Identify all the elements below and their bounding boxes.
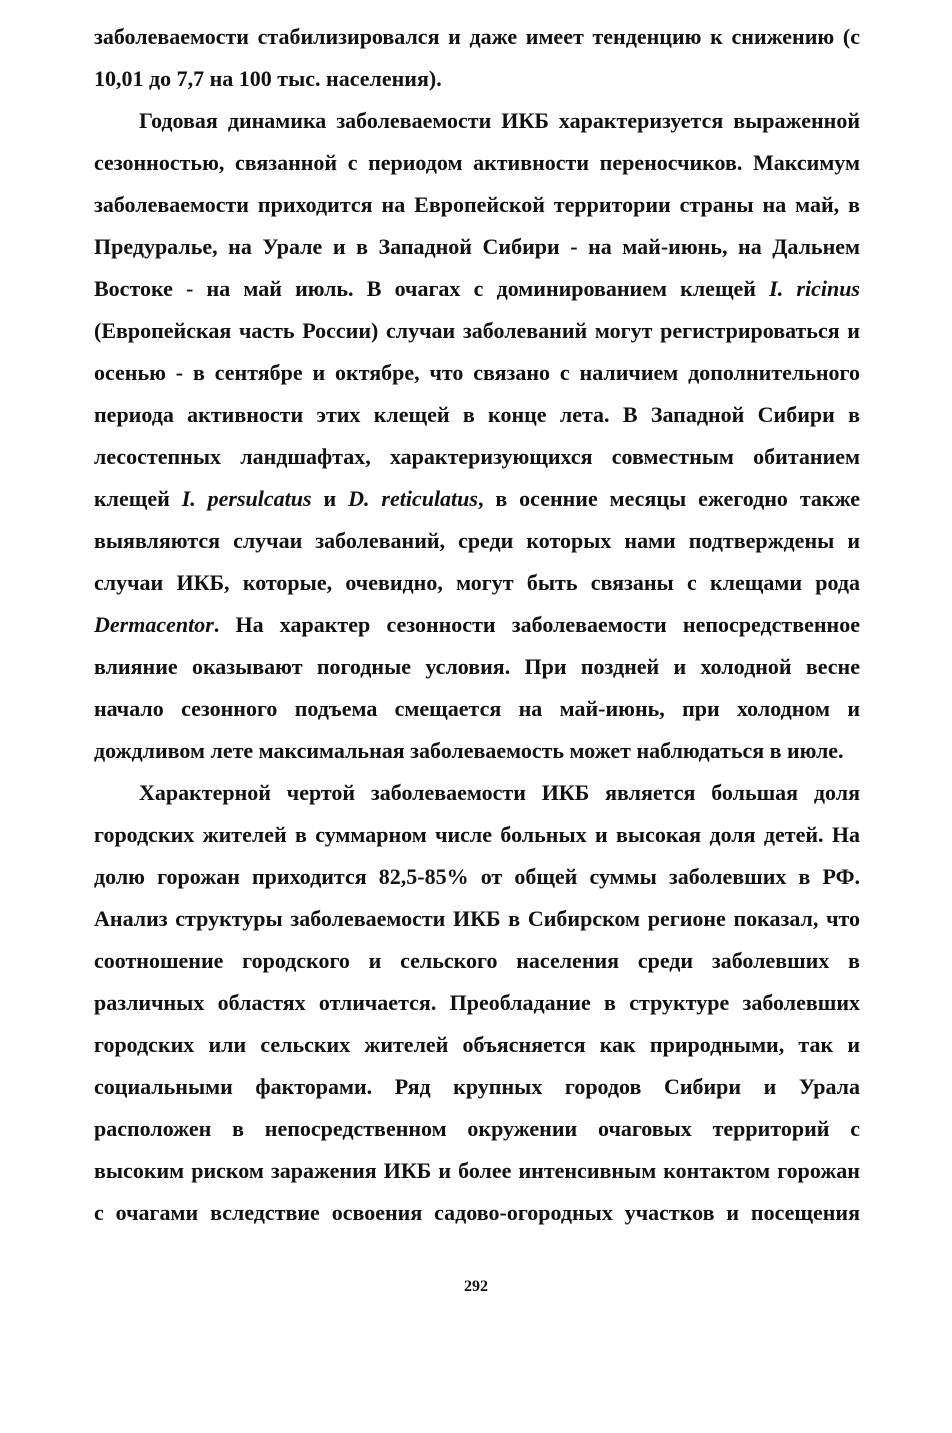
text-line: городских или сельских жителей объясняется как природными, так и xyxy=(94,1032,860,1057)
text-line: Востоке - на май июль. В очагах с доминированием клещей I. ricinus xyxy=(94,276,860,301)
text-line: Dermacentor. На характер сезонности заболеваемости непосредственное xyxy=(94,612,860,637)
text-line: периода активности этих клещей в конце лета. В Западной Сибири в xyxy=(94,402,860,427)
latin-species-name: Dermacentor xyxy=(94,612,214,637)
text-line: социальными факторами. Ряд крупных городов Сибири и Урала xyxy=(94,1074,860,1099)
text-line: с очагами вследствие освоения садово-огородных участков и посещения xyxy=(94,1200,860,1225)
text-line: заболеваемости приходится на Европейской территории страны на май, в xyxy=(94,192,860,217)
latin-species-name: D. reticulatus xyxy=(348,486,478,511)
text-line: Анализ структуры заболеваемости ИКБ в Сибирском регионе показал, что xyxy=(94,906,860,931)
latin-species-name: I. ricinus xyxy=(769,276,860,301)
paragraph-first-line: Характерной чертой заболеваемости ИКБ является большая доля xyxy=(139,780,860,805)
paragraph-first-line: Годовая динамика заболеваемости ИКБ характеризуется выраженной xyxy=(139,108,860,133)
text-line: влияние оказывают погодные условия. При поздней и холодной весне xyxy=(94,654,860,679)
latin-species-name: I. persulcatus xyxy=(181,486,312,511)
page-number: 292 xyxy=(464,1278,488,1295)
text-line: дождливом лете максимальная заболеваемость может наблюдаться в июле. xyxy=(94,738,844,763)
text-line: расположен в непосредственном окружении очаговых территорий с xyxy=(94,1116,860,1141)
text-line: начало сезонного подъема смещается на май-июнь, при холодном и xyxy=(94,696,860,721)
text-line: соотношение городского и сельского населения среди заболевших в xyxy=(94,948,860,973)
text-line: выявляются случаи заболеваний, среди которых нами подтверждены и xyxy=(94,528,860,553)
text-line: долю горожан приходится 82,5-85% от общей суммы заболевших в РФ. xyxy=(94,864,860,889)
text-line: городских жителей в суммарном числе больных и высокая доля детей. На xyxy=(94,822,860,847)
text-line: Предуралье, на Урале и в Западной Сибири - на май-июнь, на Дальнем xyxy=(94,234,860,259)
text-line: лесостепных ландшафтах, характеризующихся совместным обитанием xyxy=(94,444,860,469)
text-line: высоким риском заражения ИКБ и более интенсивным контактом горожан xyxy=(94,1158,860,1183)
text-line: (Европейская часть России) случаи заболеваний могут регистрироваться и xyxy=(94,318,860,343)
text-line: заболеваемости стабилизировался и даже имеет тенденцию к снижению (с xyxy=(94,24,860,49)
text-line: случаи ИКБ, которые, очевидно, могут быть связаны с клещами рода xyxy=(94,570,860,595)
text-line: сезонностью, связанной с периодом активности переносчиков. Максимум xyxy=(94,150,860,175)
text-line: клещей I. persulcatus и D. reticulatus, в осенние месяцы ежегодно также xyxy=(94,486,860,511)
text-line: 10,01 до 7,7 на 100 тыс. населения). xyxy=(94,66,442,91)
text-line: осенью - в сентябре и октябре, что связано с наличием дополнительного xyxy=(94,360,860,385)
text-line: различных областях отличается. Преобладание в структуре заболевших xyxy=(94,990,860,1015)
